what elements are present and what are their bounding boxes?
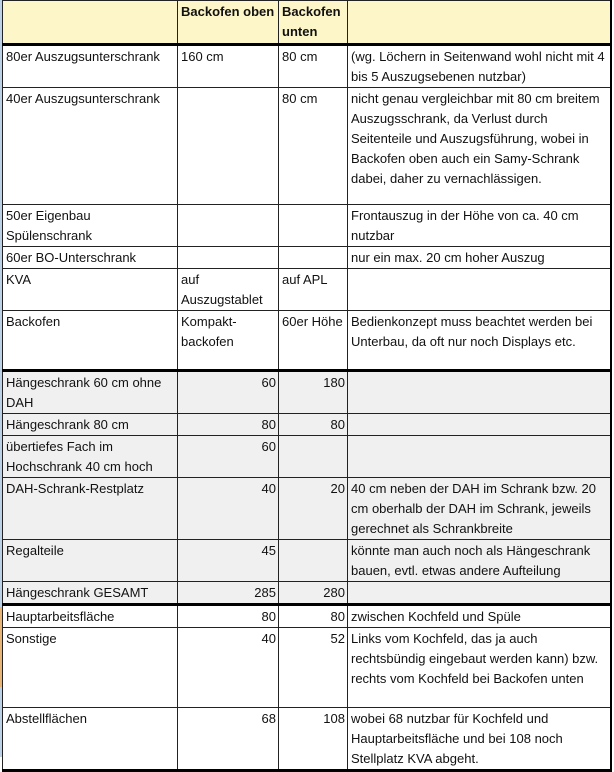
- header-cell-backofen-unten: Backofen unten: [279, 1, 348, 45]
- cell-note: nur ein max. 20 cm hoher Auszug: [348, 247, 611, 269]
- row-label: 80er Auszugsunterschrank: [3, 45, 178, 88]
- cell-unten: [279, 540, 348, 582]
- cell-unten: 60er Höhe: [279, 311, 348, 371]
- cell-note: Frontauszug in der Höhe von ca. 40 cm nutzbar: [348, 205, 611, 247]
- cell-unten: 52: [279, 628, 348, 708]
- cell-note: [348, 269, 611, 311]
- row-label: Backofen: [3, 311, 178, 371]
- cell-unten: [279, 247, 348, 269]
- cell-oben: [178, 88, 279, 205]
- cell-oben: 80: [178, 605, 279, 628]
- table-row: [3, 45, 611, 88]
- cell-note: 40 cm neben der DAH im Schrank bzw. 20 cm oberhalb der DAH im Schrank, jeweils gerechnet als Schrankbreite: [348, 478, 611, 540]
- header-cell-label: [3, 1, 178, 45]
- cell-unten: [279, 436, 348, 478]
- cell-oben: 40: [178, 628, 279, 708]
- cell-unten: 80 cm: [279, 88, 348, 205]
- cell-oben: 40: [178, 478, 279, 540]
- table-row: [3, 436, 611, 478]
- cell-note: [348, 371, 611, 414]
- cell-note: wobei 68 nutzbar für Kochfeld und Hauptarbeitsfläche und bei 108 noch Stellplatz KVA abgeht.: [348, 708, 611, 771]
- cell-unten: 80: [279, 605, 348, 628]
- header-row: [3, 1, 611, 45]
- row-label: 60er BO-Unterschrank: [3, 247, 178, 269]
- cell-note: nicht genau vergleichbar mit 80 cm breitem Auszugsschrank, da Verlust durch Seitenteile und Auszugsführung, wobei in Backofen oben auch ein Samy-Schrank dabei, daher zu vernachlässigen.: [348, 88, 611, 205]
- header-cell-backofen-oben: Backofen oben: [178, 1, 279, 45]
- cell-unten: 280: [279, 582, 348, 605]
- cell-oben: 80: [178, 414, 279, 436]
- cell-note: [348, 436, 611, 478]
- cell-oben: 60: [178, 436, 279, 478]
- cell-unten: 80: [279, 414, 348, 436]
- cell-oben: 285: [178, 582, 279, 605]
- table-row: [3, 708, 611, 771]
- cell-note: (wg. Löchern in Seitenwand wohl nicht mit 4 bis 5 Auszugsebenen nutzbar): [348, 45, 611, 88]
- table-row: [3, 540, 611, 582]
- row-label: Sonstige: [3, 628, 178, 708]
- cell-unten: 20: [279, 478, 348, 540]
- row-label: 50er Eigenbau Spülenschrank: [3, 205, 178, 247]
- comparison-table: [2, 0, 612, 772]
- row-label: übertiefes Fach im Hochschrank 40 cm hoch: [3, 436, 178, 478]
- row-label: Regalteile: [3, 540, 178, 582]
- cell-oben: 68: [178, 708, 279, 771]
- cell-unten: 80 cm: [279, 45, 348, 88]
- table-row: [3, 371, 611, 414]
- cell-note: zwischen Kochfeld und Spüle: [348, 605, 611, 628]
- table-row: [3, 205, 611, 247]
- cell-note: [348, 414, 611, 436]
- cell-oben: 160 cm: [178, 45, 279, 88]
- cell-oben: 60: [178, 371, 279, 414]
- cell-unten: [279, 205, 348, 247]
- cell-unten: 108: [279, 708, 348, 771]
- table-row: [3, 478, 611, 540]
- cell-note: könnte man auch noch als Hängeschrank bauen, evtl. etwas andere Aufteilung: [348, 540, 611, 582]
- cell-oben: Kompakt-backofen: [178, 311, 279, 371]
- row-label: Hängeschrank GESAMT: [3, 582, 178, 605]
- table-row: [3, 605, 611, 628]
- row-label: 40er Auszugsunterschrank: [3, 88, 178, 205]
- row-label: DAH-Schrank-Restplatz: [3, 478, 178, 540]
- row-label: Hängeschrank 60 cm ohne DAH: [3, 371, 178, 414]
- table-row: [3, 269, 611, 311]
- table-row: [3, 311, 611, 371]
- cell-note: [348, 582, 611, 605]
- table-row: [3, 88, 611, 205]
- row-label: Hauptarbeitsfläche: [3, 605, 178, 628]
- table-row: [3, 247, 611, 269]
- cell-unten: auf APL: [279, 269, 348, 311]
- cell-note: Bedienkonzept muss beachtet werden bei Unterbau, da oft nur noch Displays etc.: [348, 311, 611, 371]
- cell-oben: 45: [178, 540, 279, 582]
- table-row: [3, 628, 611, 708]
- cell-unten: 180: [279, 371, 348, 414]
- cell-oben: [178, 205, 279, 247]
- cell-oben: [178, 247, 279, 269]
- table-row: [3, 414, 611, 436]
- row-label: Abstellflächen: [3, 708, 178, 771]
- row-label: Hängeschrank 80 cm: [3, 414, 178, 436]
- cell-note: Links vom Kochfeld, das ja auch rechtsbündig eingebaut werden kann) bzw. rechts vom Kochfeld bei Backofen unten: [348, 628, 611, 708]
- table-row-total: [3, 582, 611, 605]
- header-cell-note: [348, 1, 611, 45]
- cell-oben: auf Auszugstablet: [178, 269, 279, 311]
- row-label: KVA: [3, 269, 178, 311]
